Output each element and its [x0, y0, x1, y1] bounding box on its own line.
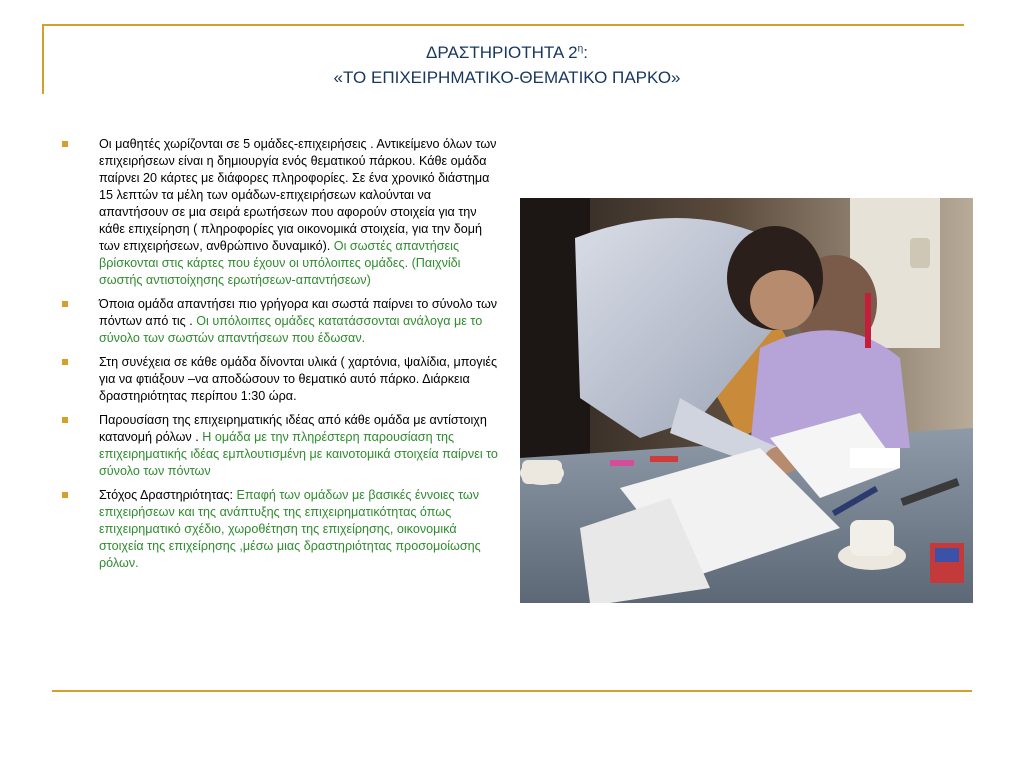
title-frame-top-rule	[42, 24, 964, 26]
square-bullet-icon	[62, 492, 68, 498]
square-bullet-icon	[62, 141, 68, 147]
square-bullet-icon	[62, 359, 68, 365]
slide-title-line-2: «ΤΟ ΕΠΙΧΕΙΡΗΜΑΤΙΚΟ-ΘΕΜΑΤΙΚΟ ΠΑΡΚΟ»	[333, 68, 681, 87]
slide-title	[150, 40, 864, 90]
activity-photo	[520, 198, 973, 603]
bullet-highlight-text: Οι σωστές απαντήσεις βρίσκονται στις κάρτες που έχουν οι υπόλοιπες ομάδες. (Παιχνίδι σωστής αντιστοίχησης ερωτήσεων-απαντήσεων)	[99, 239, 461, 287]
bullet-highlight-text: Οι υπόλοιπες ομάδες κατατάσσονται ανάλογα με το σύνολο των σωστών απαντήσεων που έδωσαν.	[99, 314, 483, 345]
square-bullet-icon	[62, 417, 68, 423]
title-frame-left-rule	[42, 24, 44, 94]
bullet-item	[60, 354, 500, 405]
square-bullet-icon	[62, 301, 68, 307]
bullet-list	[60, 136, 500, 579]
activity-photo-illustration	[520, 198, 973, 603]
bullet-text: Παρουσίαση της επιχειρηματικής ιδέας από κάθε ομάδα με αντίστοιχη κατανομή ρόλων .	[99, 413, 487, 444]
slide-title-line-1	[150, 40, 864, 65]
title-superscript: η	[577, 43, 584, 55]
bullet-text: Στη συνέχεια σε κάθε ομάδα δίνονται υλικά ( χαρτόνια, ψαλίδια, μπογιές για να φτιάξουν –να αποδώσουν το θεματικό αυτό πάρκο. Διάρκεια δραστηριότητας περίπου 1:30 ώρα.	[99, 355, 498, 403]
bullet-highlight-text: Η ομάδα με την πληρέστερη παρουσίαση της επιχειρηματικής ιδέας εμπλουτισμένη με καινοτομικά στοιχεία παίρνει το σύνολο των πόντων	[99, 430, 498, 478]
bullet-text: Στόχος Δραστηριότητας:	[99, 488, 233, 502]
bullet-item	[60, 487, 500, 572]
title-prefix: ΔΡΑΣΤΗΡΙΟΤΗΤΑ 2	[426, 43, 578, 62]
footer-rule	[52, 690, 972, 692]
bullet-text: Οι μαθητές χωρίζονται σε 5 ομάδες-επιχειρήσεις . Αντικείμενο όλων των επιχειρήσεων είναι η δημιουργία ενός θεματικού πάρκου. Κάθε ομάδα παίρνει 20 κάρτες με διάφορες πληροφορίες. Σε ένα χρονικό διάστημα 15 λεπτών τα μέλη των ομάδων-επιχειρήσεων καλούνται να απαντήσουν σε μια σειρά ερωτήσεων που αφορούν στοιχεία για την κάθε επιχείρηση ( πληροφορίες για οικονομικά στοιχεία, για την δομή των επιχειρήσεων, ανθρώπινο δυναμικό).	[99, 137, 497, 253]
bullet-item	[60, 296, 500, 347]
bullet-highlight-text: Επαφή των ομάδων με βασικές έννοιες των επιχειρήσεων και της ανάπτυξης της επιχειρηματικότητας όπως επιχειρηματικό σχέδιο, χωροθέτηση της επιχείρησης, οικονομικά στοιχεία της επιχείρησης ,μέσω μιας δραστηριότητας προσομοίωσης ρόλων.	[99, 488, 481, 570]
bullet-item	[60, 136, 500, 289]
bullet-item	[60, 412, 500, 480]
title-suffix: :	[583, 43, 588, 62]
bullet-text: Όποια ομάδα απαντήσει πιο γρήγορα και σωστά παίρνει το σύνολο των πόντων από τις .	[99, 297, 498, 328]
